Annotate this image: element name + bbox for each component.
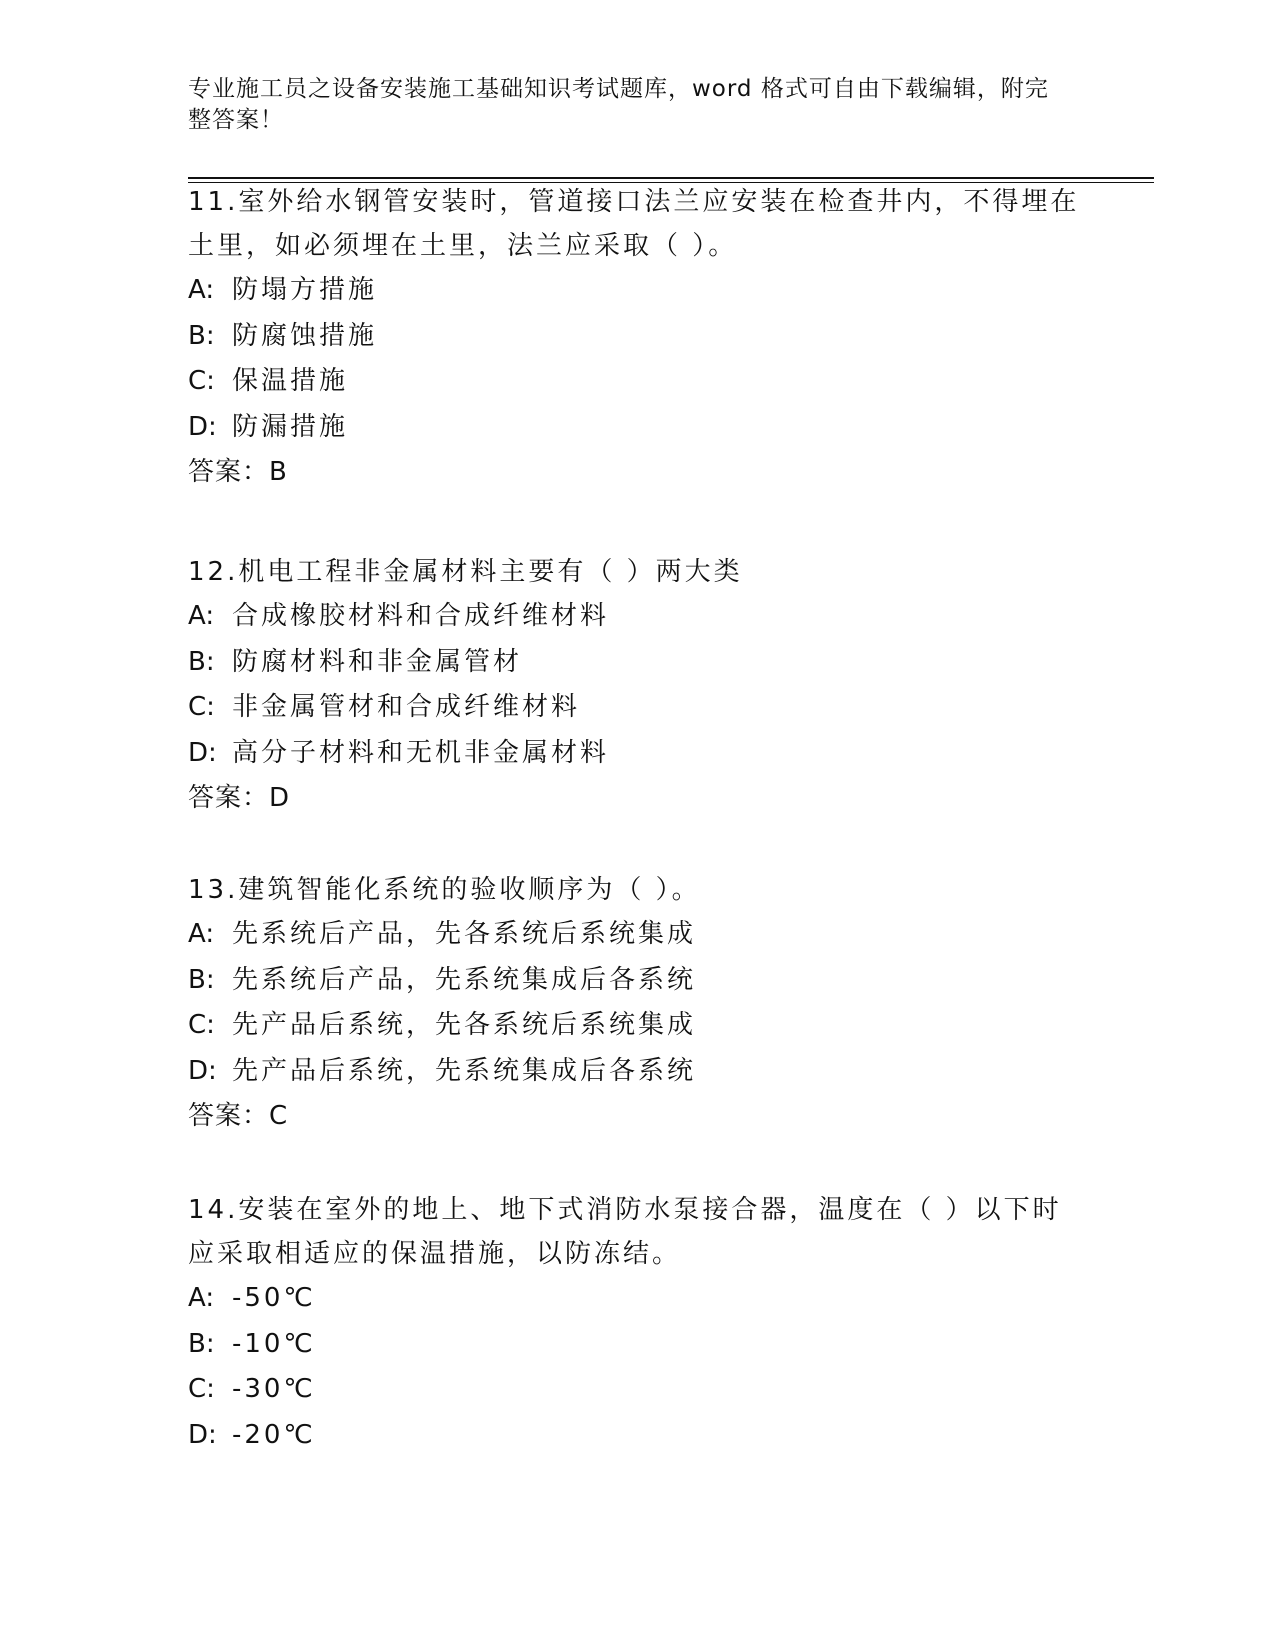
header-rule-thick — [188, 177, 1154, 179]
option-d — [188, 731, 1088, 777]
question-12 — [188, 550, 1088, 820]
option-a — [188, 1276, 1088, 1322]
option-text: 先产品后系统，先系统集成后各系统 — [232, 1055, 697, 1086]
option-c — [188, 1367, 1088, 1413]
option-text: 防漏措施 — [232, 411, 349, 442]
option-text: -10℃ — [232, 1328, 316, 1359]
option-letter: C: — [188, 366, 215, 396]
option-text: 防腐材料和非金属管材 — [232, 646, 523, 677]
option-text: 防塌方措施 — [232, 275, 378, 305]
option-letter: D: — [188, 1055, 217, 1086]
option-b — [188, 1322, 1088, 1368]
option-b — [188, 640, 1088, 686]
option-c — [188, 359, 1088, 405]
option-text: 先产品后系统，先各系统后系统集成 — [232, 1010, 697, 1040]
option-text: 高分子材料和无机非金属材料 — [232, 737, 610, 768]
option-letter: A: — [188, 1283, 215, 1313]
option-text: -30℃ — [232, 1374, 316, 1404]
question-13 — [188, 868, 1088, 1138]
answer-line: 答案：C — [188, 1101, 289, 1131]
option-b — [188, 314, 1088, 360]
question-14 — [188, 1188, 1088, 1458]
document-header: 专业施工员之设备安装施工基础知识考试题库，word 格式可自由下载编辑，附完整答案！ — [188, 76, 1049, 133]
option-a — [188, 912, 1088, 958]
option-a — [188, 594, 1088, 640]
option-text: 先系统后产品，先各系统后系统集成 — [232, 919, 697, 949]
option-text: 保温措施 — [232, 366, 349, 396]
option-letter: B: — [188, 1328, 215, 1359]
option-letter: A: — [188, 601, 215, 631]
option-d — [188, 1413, 1088, 1459]
option-text: -20℃ — [232, 1419, 316, 1450]
question-stem: 14.安装在室外的地上、地下式消防水泵接合器，温度在（ ）以下时应采取相适应的保温措施，以防冻结。 — [188, 1195, 1062, 1269]
option-b — [188, 958, 1088, 1004]
answer-line: 答案：D — [188, 783, 291, 813]
option-c — [188, 1003, 1088, 1049]
question-stem: 11.室外给水钢管安装时，管道接口法兰应安装在检查井内，不得埋在土里，如必须埋在土里，法兰应采取（ ）。 — [188, 187, 1080, 261]
option-letter: C: — [188, 1374, 215, 1404]
option-letter: B: — [188, 964, 215, 995]
option-d — [188, 405, 1088, 451]
question-stem: 13.建筑智能化系统的验收顺序为（ ）。 — [188, 875, 701, 905]
option-letter: A: — [188, 275, 215, 305]
option-c — [188, 685, 1088, 731]
option-text: -50℃ — [232, 1283, 316, 1313]
option-letter: C: — [188, 692, 215, 722]
option-letter: C: — [188, 1010, 215, 1040]
question-stem: 12.机电工程非金属材料主要有（ ）两大类 — [188, 557, 743, 587]
option-letter: B: — [188, 320, 215, 351]
option-d — [188, 1049, 1088, 1095]
option-text: 非金属管材和合成纤维材料 — [232, 692, 581, 722]
answer-line: 答案：B — [188, 457, 288, 487]
option-letter: D: — [188, 737, 217, 768]
option-letter: D: — [188, 1419, 217, 1450]
option-letter: D: — [188, 411, 217, 442]
option-text: 防腐蚀措施 — [232, 320, 378, 351]
option-letter: A: — [188, 919, 215, 949]
option-text: 先系统后产品，先系统集成后各系统 — [232, 964, 697, 995]
option-letter: B: — [188, 646, 215, 677]
option-a — [188, 268, 1088, 314]
option-text: 合成橡胶材料和合成纤维材料 — [232, 601, 610, 631]
question-11 — [188, 180, 1088, 494]
